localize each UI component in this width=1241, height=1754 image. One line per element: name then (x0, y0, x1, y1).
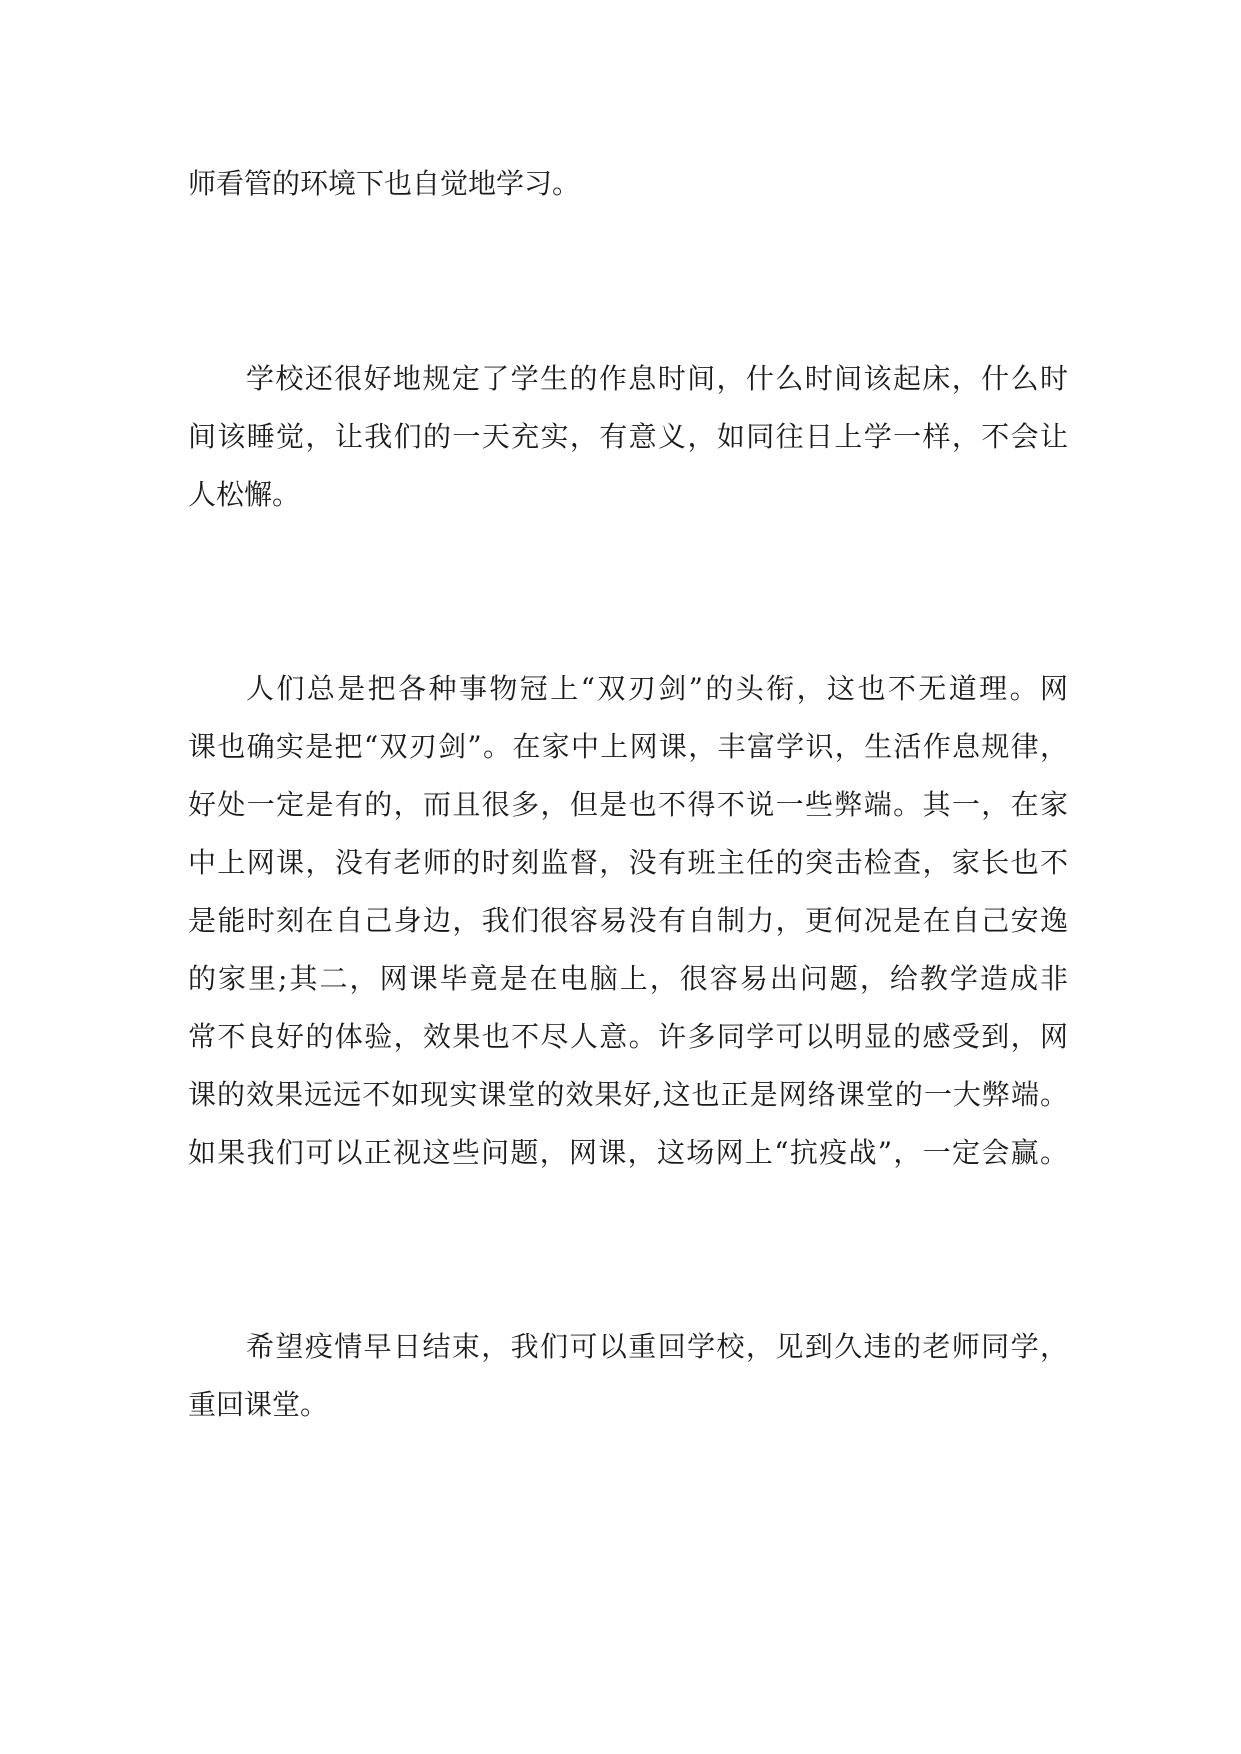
text-line: 重回课堂。 (188, 1388, 329, 1421)
text-line: 课也确实是把“双刃剑”。在家中上网课，丰富学识，生活作息规律， (188, 730, 1068, 763)
text-line: 如果我们可以正视这些问题，网课，这场网上“抗疫战”，一定会赢。 (188, 1136, 1068, 1169)
text-line: 人松懈。 (188, 478, 301, 511)
text-line: 课的效果远远不如现实课堂的效果好,这也正是网络课堂的一大弊端。 (188, 1078, 1068, 1111)
text-line: 人们总是把各种事物冠上“双刃剑”的头衔，这也不无道理。网 (246, 672, 1068, 705)
text-line: 中上网课，没有老师的时刻监督，没有班主任的突击检查，家长也不 (188, 846, 1068, 879)
text-line: 是能时刻在自己身边，我们很容易没有自制力，更何况是在自己安逸 (188, 904, 1068, 937)
text-line: 师看管的环境下也自觉地学习。 (188, 167, 581, 200)
text-line: 希望疫情早日结束，我们可以重回学校，见到久违的老师同学， (246, 1330, 1068, 1363)
text-line: 的家里;其二，网课毕竟是在电脑上，很容易出问题，给教学造成非 (188, 962, 1068, 995)
text-line: 常不良好的体验，效果也不尽人意。许多同学可以明显的感受到，网 (188, 1020, 1068, 1053)
text-line: 好处一定是有的，而且很多，但是也不得不说一些弊端。其一，在家 (188, 788, 1068, 821)
text-line: 间该睡觉，让我们的一天充实，有意义，如同往日上学一样，不会让 (188, 420, 1068, 453)
text-line: 学校还很好地规定了学生的作息时间，什么时间该起床，什么时 (246, 362, 1068, 395)
